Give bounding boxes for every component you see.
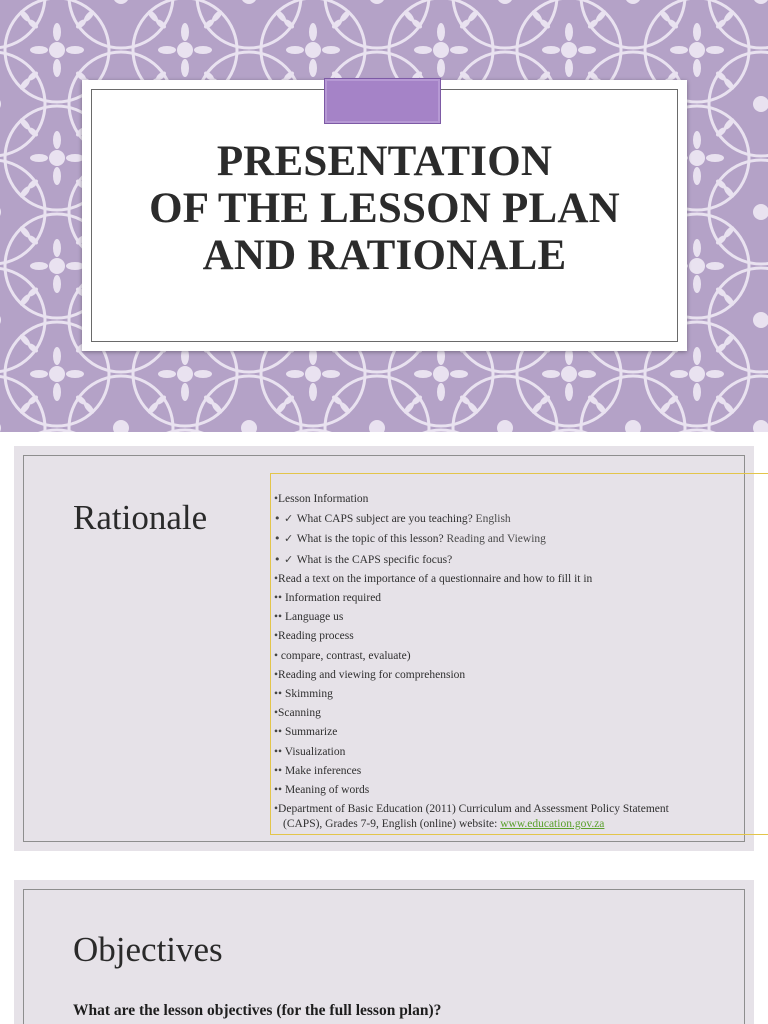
list-item: • ✓ What is the topic of this lesson? Reading and Viewing [274,532,546,546]
objectives-heading: Objectives [73,930,223,969]
list-item: • compare, contrast, evaluate) [274,649,411,662]
list-item: •• Meaning of words [274,784,370,797]
reference-item: •Department of Basic Education (2011) Curriculum and Assessment Policy Statement (CAPS), Grades 7-9, English (online) website: www.education.gov.za [274,803,669,831]
list-item: • ✓ What is the CAPS specific focus? [274,552,453,566]
list-item: •• Information required [274,592,382,605]
title-slide [0,0,768,432]
title-accent-tab [324,78,441,124]
list-item: •• Skimming [274,688,333,701]
rationale-slide [14,446,754,851]
objectives-question: What are the lesson objectives (for the full lesson plan)? [73,1002,442,1019]
education-website-link[interactable]: www.education.gov.za [500,818,605,831]
list-item: •Reading process [274,630,354,643]
title-line-2: OF THE LESSON PLAN [149,185,620,232]
list-item: •Reading and viewing for comprehension [274,668,466,681]
list-item: •Lesson Information [274,493,369,505]
list-item: • ✓ What CAPS subject are you teaching? English [274,512,511,526]
presentation-title [82,138,687,279]
rationale-bullet-list [274,490,768,832]
list-item: •• Visualization [274,745,346,758]
list-item: •• Summarize [274,726,338,739]
list-item: •Scanning [274,707,321,720]
rationale-heading: Rationale [73,498,208,537]
rationale-content-box[interactable] [270,473,768,835]
title-line-1: PRESENTATION [216,138,553,185]
list-item: •• Make inferences [274,764,362,777]
title-line-3: AND RATIONALE [202,232,567,279]
list-item: •Read a text on the importance of a questionnaire and how to fill it in [274,572,593,585]
list-item: •• Language us [274,611,344,624]
objectives-slide [14,880,754,1024]
title-card [82,80,687,351]
